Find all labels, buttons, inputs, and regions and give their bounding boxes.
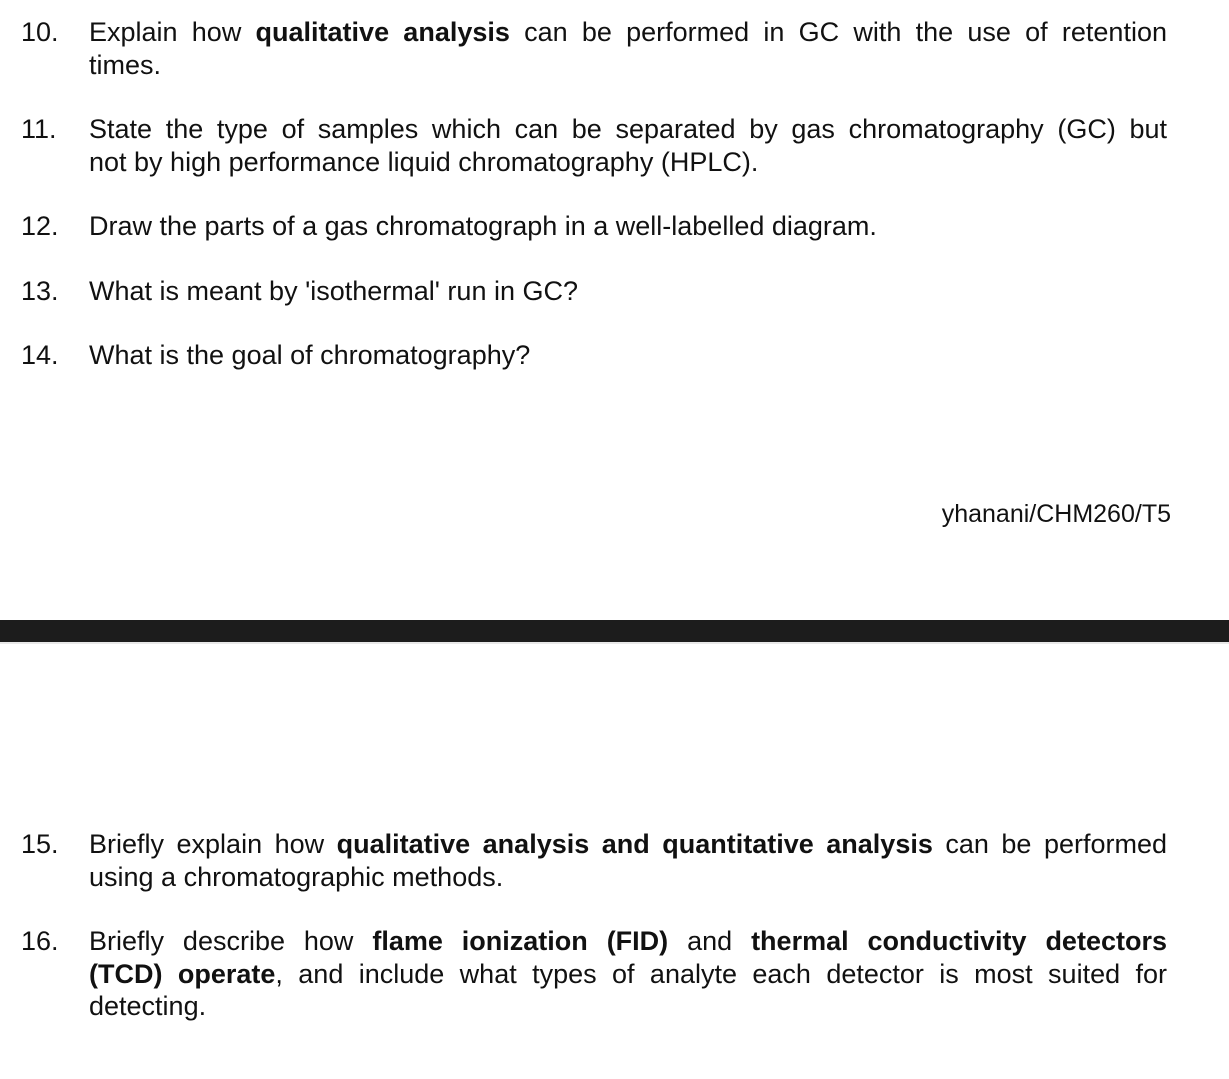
question-line: Briefly explain how qualitative analysis and quantitative analysis can be performed <box>89 829 1167 859</box>
question-number: 16. <box>21 926 59 956</box>
question-line: using a chromatographic methods. <box>89 861 504 892</box>
question-number: 13. <box>21 276 59 306</box>
question-text: What is the goal of chromatography? <box>89 340 531 370</box>
question-number: 14. <box>21 340 59 370</box>
question-number: 11. <box>21 114 57 144</box>
question-line: (TCD) operate, and include what types of analyte each detector is most suited for <box>89 958 1167 989</box>
question-line: times. <box>89 49 162 80</box>
question-line: State the type of samples which can be separated by gas chromatography (GC) but <box>89 114 1167 144</box>
document-code: yhanani/CHM260/T5 <box>941 500 1171 528</box>
question-number: 12. <box>21 211 59 241</box>
question-text <box>89 113 1167 178</box>
bold-phrase: flame ionization (FID) <box>372 926 669 956</box>
bold-phrase: qualitative analysis <box>255 17 510 47</box>
question-number: 10. <box>21 17 59 47</box>
question-text <box>89 925 1167 1023</box>
question-line: Briefly describe how flame ionization (FID) and thermal conductivity detectors <box>89 926 1167 956</box>
question-text: Draw the parts of a gas chromatograph in a well-labelled diagram. <box>89 211 877 241</box>
bold-phrase: thermal conductivity detectors <box>751 926 1167 956</box>
question-line: Explain how qualitative analysis can be performed in GC with the use of retention <box>89 17 1167 47</box>
question-number: 15. <box>21 829 59 859</box>
bold-phrase: qualitative analysis and quantitative analysis <box>336 829 933 859</box>
question-line: detecting. <box>89 991 207 1021</box>
question-sheet-bottom <box>0 644 1229 1079</box>
question-text: What is meant by 'isothermal' run in GC? <box>89 276 578 306</box>
bold-phrase: (TCD) operate <box>89 958 276 989</box>
question-text <box>89 828 1167 893</box>
page-divider <box>0 620 1229 642</box>
question-line: not by high performance liquid chromatography (HPLC). <box>89 146 759 177</box>
question-text <box>89 16 1167 81</box>
